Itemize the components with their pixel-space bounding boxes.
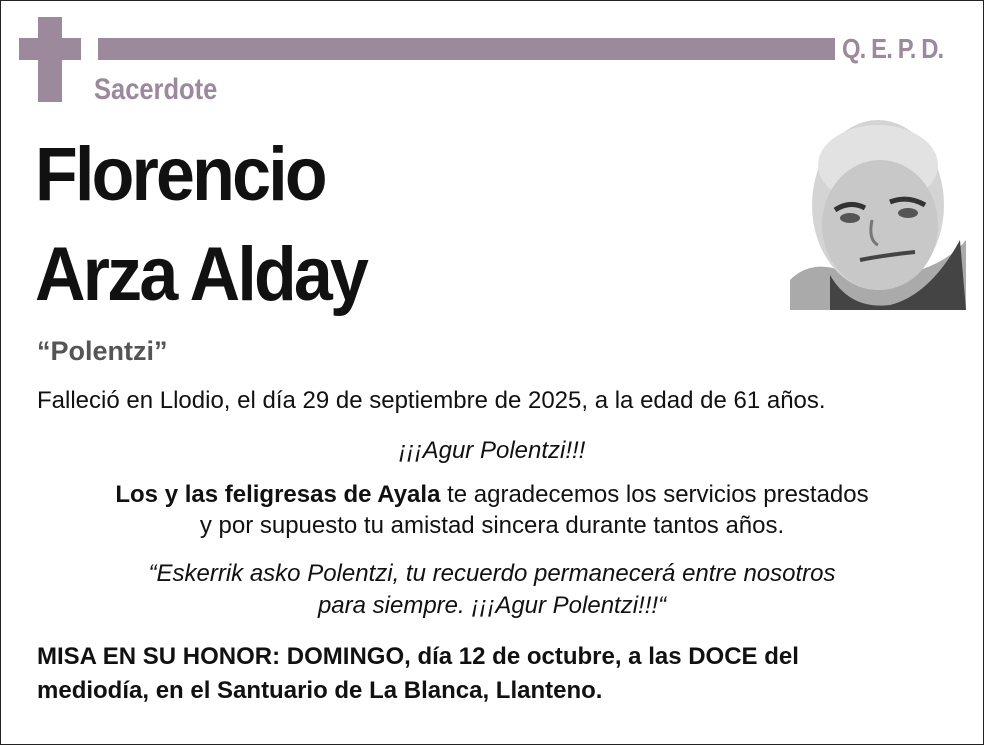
death-notice: Falleció en Llodio, el día 29 de septiembre de 2025, a la edad de 61 años. bbox=[37, 387, 826, 414]
quote-line-1: “Eskerrik asko Polentzi, tu recuerdo permanecerá entre nosotros bbox=[148, 560, 836, 587]
mass-line-2: mediodía, en el Santuario de La Blanca, Llanteno. bbox=[37, 677, 603, 704]
thanks-from: Los y las feligresas de Ayala bbox=[115, 481, 441, 508]
role-label: Sacerdote bbox=[94, 73, 218, 106]
deceased-first-name: Florencio bbox=[35, 132, 325, 217]
quote-line-2: para siempre. ¡¡¡Agur Polentzi!!!“ bbox=[317, 592, 667, 619]
mass-line-1: MISA EN SU HONOR: DOMINGO, día 12 de octubre, a las DOCE del bbox=[37, 643, 799, 670]
farewell: ¡¡¡Agur Polentzi!!! bbox=[398, 437, 586, 464]
portrait-photo bbox=[790, 110, 966, 310]
cross-icon-arm bbox=[19, 38, 81, 60]
thanks-text: te agradecemos los servicios prestados bbox=[440, 481, 869, 508]
nickname: “Polentzi” bbox=[37, 336, 168, 366]
thanks-line-2: y por supuesto tu amistad sincera durante tantos años. bbox=[199, 512, 785, 539]
qepd-label: Q. E. P. D. bbox=[842, 33, 944, 64]
thanks-line-1 bbox=[0, 481, 984, 509]
deceased-surnames: Arza Alday bbox=[35, 232, 367, 317]
mass-announcement bbox=[37, 640, 897, 708]
header-bar bbox=[98, 38, 835, 60]
